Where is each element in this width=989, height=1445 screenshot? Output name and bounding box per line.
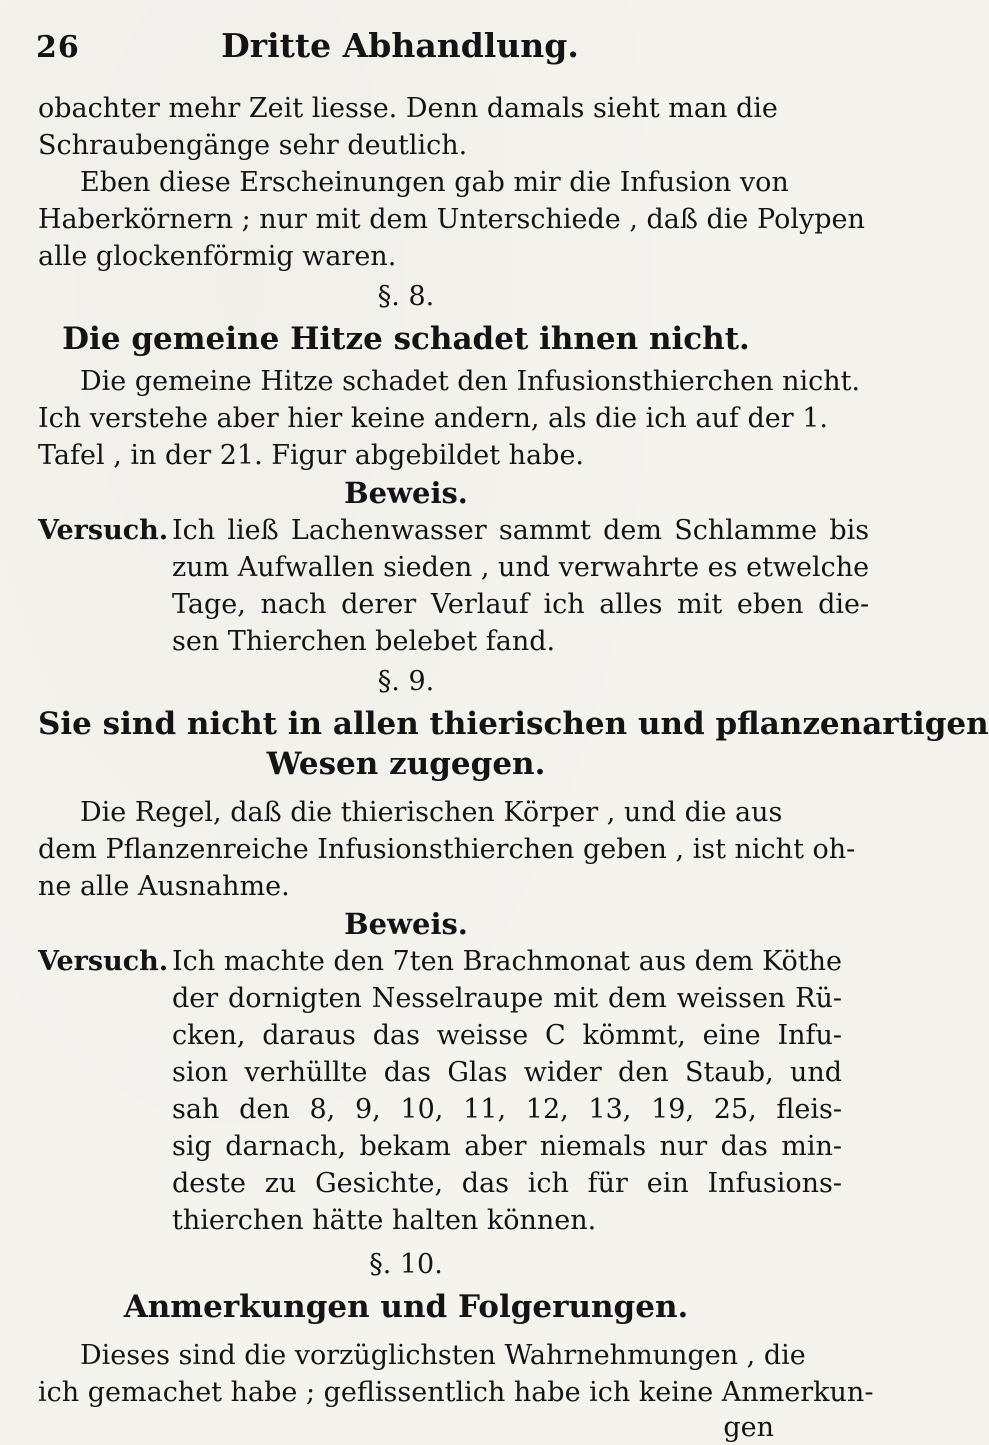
- text-line: Eben diese Erscheinungen gab mir die Infusion von: [80, 167, 789, 198]
- text-line: Schraubengänge sehr deutlich.: [38, 130, 468, 161]
- catchword: gen: [723, 1412, 774, 1443]
- experiment-label: Versuch.: [38, 946, 169, 977]
- text-line: Die gemeine Hitze schadet den Infusionsthierchen nicht.: [80, 366, 861, 397]
- text-line: Ich ließ Lachenwasser sammt dem Schlamme bis: [172, 515, 870, 546]
- text-line: Ich machte den 7ten Brachmonat aus dem Köthe: [172, 946, 843, 977]
- section-9-paragraph: [38, 794, 856, 905]
- section-10-heading: Anmerkungen und Folgerungen.: [123, 1289, 689, 1325]
- section-10-paragraph: [38, 1337, 874, 1411]
- page-body: [38, 90, 989, 1445]
- text-line: der dornigten Nesselraupe mit dem weissen Rü-: [172, 983, 843, 1014]
- section-10-number: §. 10.: [369, 1249, 443, 1280]
- text-line: ich gemachet habe ; geflissentlich habe ich keine Anmerkun-: [38, 1377, 874, 1408]
- intro-paragraph: [38, 90, 778, 164]
- text-line: ne alle Ausnahme.: [38, 871, 290, 902]
- text-line: Die Regel, daß die thierischen Körper , und die aus: [80, 797, 783, 828]
- text-line: sion verhüllte das Glas wider den Staub, und: [172, 1057, 843, 1088]
- section-8-heading: Die gemeine Hitze schadet ihnen nicht.: [62, 321, 750, 357]
- experiment-label: Versuch.: [38, 515, 169, 546]
- text-line: thierchen hätte halten können.: [172, 1205, 597, 1236]
- text-line: obachter mehr Zeit liesse. Denn damals sieht man die: [38, 93, 778, 124]
- text-line: Haberkörnern ; nur mit dem Unterschiede , daß die Polypen: [38, 204, 865, 235]
- section-8-experiment: [38, 512, 870, 660]
- text-line: alle glockenförmig waren.: [38, 241, 397, 272]
- section-9-heading-line-1: Sie sind nicht in allen thierischen und pflanzenartigen: [38, 706, 989, 742]
- page-number: 26: [36, 30, 80, 65]
- text-line: Ich verstehe aber hier keine andern, als die ich auf der 1.: [38, 403, 828, 434]
- section-9-proof-label: Beweis.: [344, 907, 468, 941]
- section-8-number: §. 8.: [377, 281, 435, 312]
- text-line: deste zu Gesichte, das ich für ein Infusions-: [172, 1168, 843, 1199]
- text-line: dem Pflanzenreiche Infusionsthierchen geben , ist nicht oh-: [38, 834, 856, 865]
- text-line: zum Aufwallen sieden , und verwahrte es etwelche: [172, 552, 870, 583]
- text-line: Tage, nach derer Verlauf ich alles mit eben die-: [172, 589, 870, 620]
- paragraph-haberkoerner: [38, 164, 865, 275]
- text-line: Tafel , in der 21. Figur abgebildet habe.: [38, 440, 584, 471]
- section-9-experiment: [38, 943, 843, 1239]
- experiment-text: [172, 512, 869, 660]
- text-line: sen Thierchen belebet fand.: [172, 626, 556, 657]
- section-8-paragraph: [38, 363, 861, 474]
- experiment-text: [172, 943, 842, 1239]
- section-9-heading-line-2: Wesen zugegen.: [266, 746, 546, 782]
- text-line: sah den 8, 9, 10, 11, 12, 13, 19, 25, fleis-: [172, 1094, 843, 1125]
- section-9-number: §. 9.: [377, 666, 435, 697]
- text-line: sig darnach, bekam aber niemals nur das min-: [172, 1131, 843, 1162]
- section-8-proof-label: Beweis.: [344, 476, 468, 510]
- text-line: cken, daraus das weisse C kömmt, eine Infu-: [172, 1020, 843, 1051]
- running-title: Dritte Abhandlung.: [221, 26, 579, 65]
- text-line: Dieses sind die vorzüglichsten Wahrnehmungen , die: [80, 1340, 806, 1371]
- page-header: [36, 22, 764, 72]
